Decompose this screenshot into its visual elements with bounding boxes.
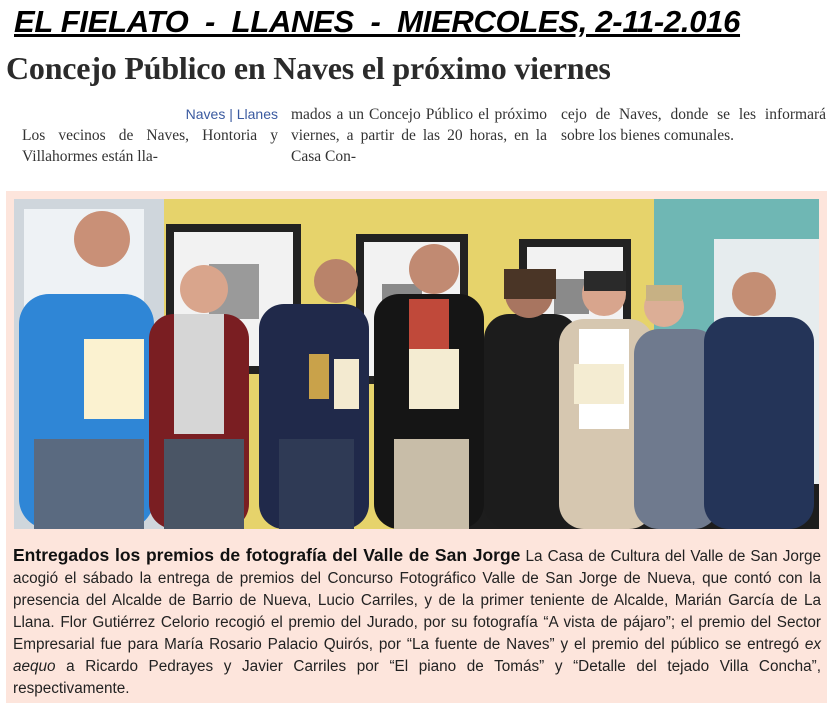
award-photo (14, 199, 819, 529)
column-1-text: Los vecinos de Naves, Hontoria y Villahormes están lla- (22, 127, 278, 165)
caption-title: Entregados los premios de fotografía del Valle de San Jorge (13, 545, 521, 565)
article-body (8, 104, 828, 184)
masthead: EL FIELATO - LLANES - MIERCOLES, 2-11-2.016 (14, 4, 741, 39)
article-column-3: cejo de Naves, donde se les informará sobre los bienes comunales. (561, 106, 826, 144)
caption-italic: ex aequo (13, 636, 821, 675)
article-column-1 (22, 104, 278, 167)
article-column-2: mados a un Concejo Público el próximo viernes, a partir de las 20 horas, en la Casa Con- (291, 106, 547, 165)
article-headline: Concejo Público en Naves el próximo viernes (6, 50, 611, 86)
photo-caption (13, 544, 821, 700)
award-photo-illustration (14, 199, 819, 529)
caption-text-1: La Casa de Cultura del Valle de San Jorge acogió el sábado la entrega de premios del Concurso Fotográfico Valle de San Jorge de Nueva, que contó con la presencia del Alcalde de Barrio de Nueva, Lucio Carriles, y de la primer teniente de Alcalde, Marián García de La Llana. Flor Gutiérrez Celorio recogió el premio del Jurado, por su fotografía “A vista de pájaro”; el premio del Sector Empresarial fue para María Rosario Palacio Quirós, por “La fuente de Naves” y el premio del público se entregó (13, 548, 822, 653)
caption-text-2: a Ricardo Pedrayes y Javier Carriles por “El piano de Tomás” y “Detalle del tejado Villa Concha”, respectivamente. (13, 658, 821, 697)
byline: Naves | Llanes (185, 106, 278, 122)
